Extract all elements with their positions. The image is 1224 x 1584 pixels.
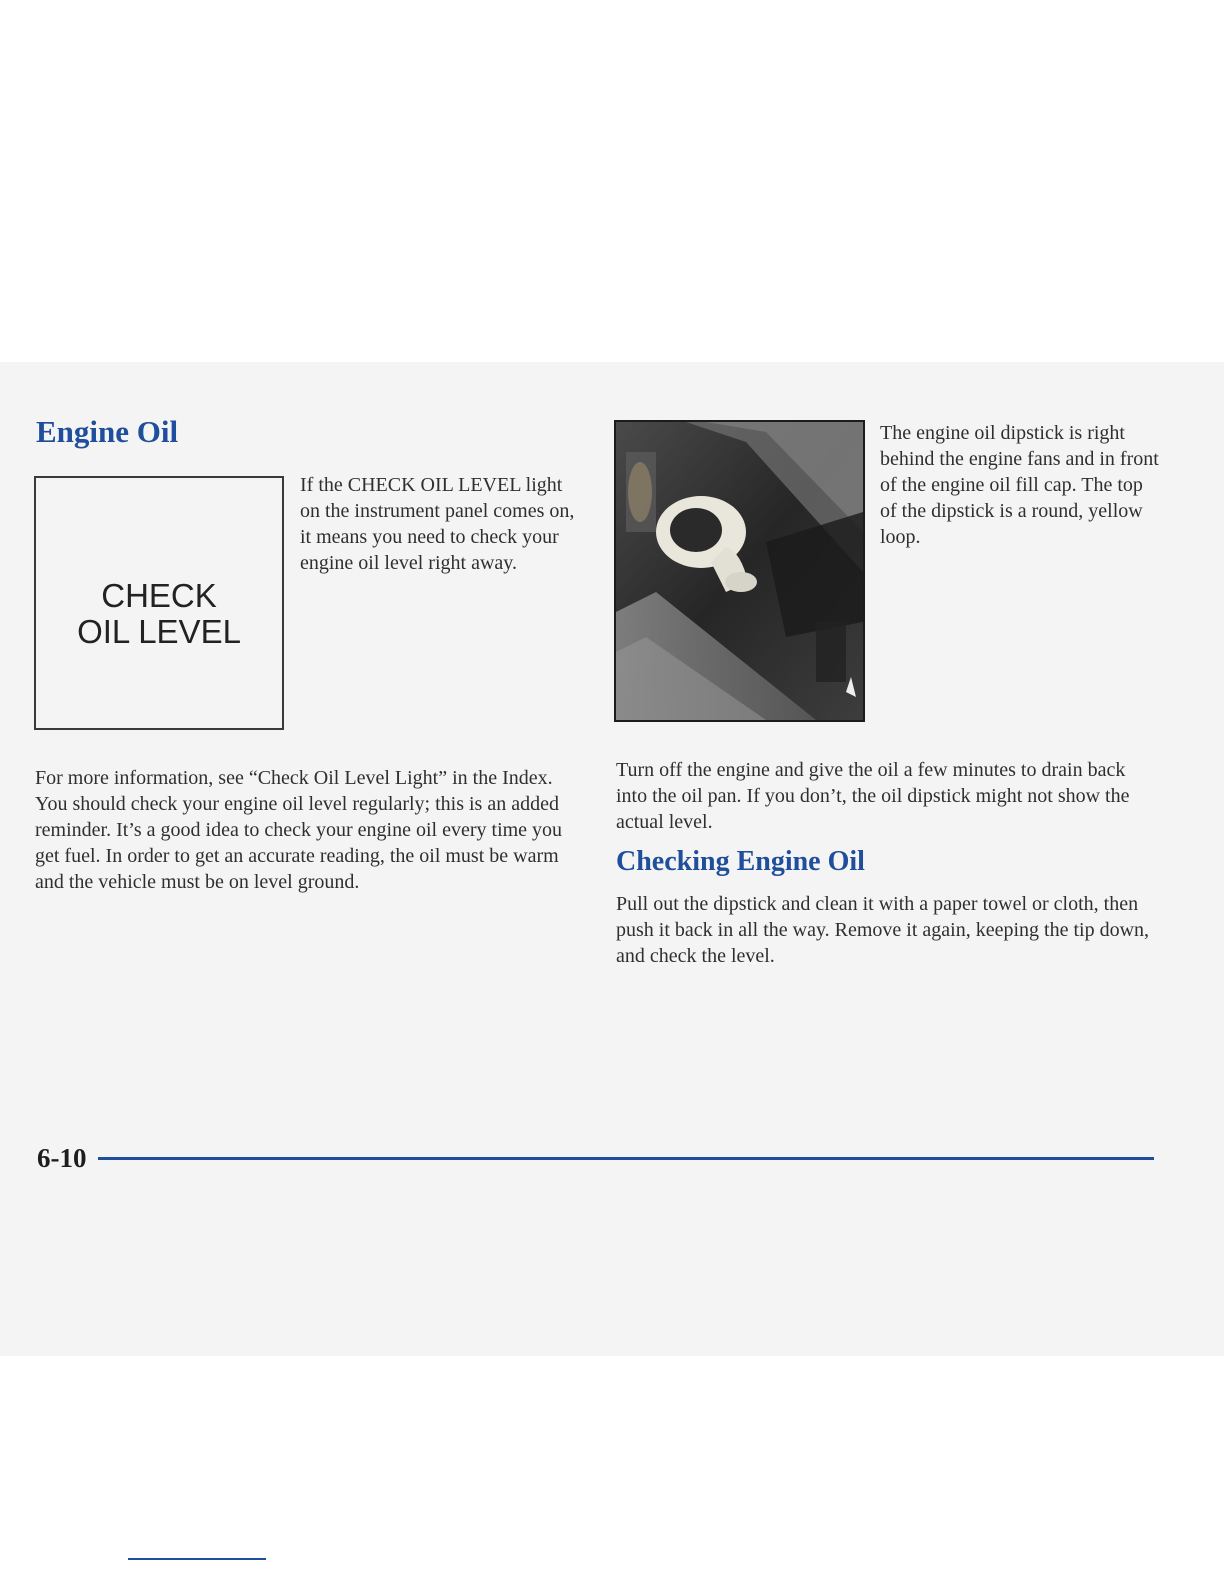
turn-off-engine-paragraph: Turn off the engine and give the oil a few minutes to drain back into the oil pan. If you don’t, the oil dipstick might not show the actual level. [616,759,1130,833]
page-number: 6-10 [37,1143,87,1173]
dipstick-photo-illustration [616,422,863,720]
checking-instructions-paragraph: Pull out the dipstick and clean it with a paper towel or cloth, then push it back in all the way. Remove it again, keeping the tip down, and check the level. [616,893,1150,967]
indicator-label-line-1: CHECK [101,577,217,614]
dipstick-photo [614,420,865,722]
check-oil-level-indicator [34,476,284,730]
more-info-paragraph: For more information, see “Check Oil Level Light” in the Index. You should check your engine oil level regularly; this is an added reminder. It’s a good idea to check your engine oil every time you get fuel. In order to get an accurate reading, the oil must be warm and the vehicle must be on level ground. [35,767,563,893]
footer-rule [98,1157,1154,1160]
dipstick-location-paragraph: The engine oil dipstick is right behind the engine fans and in front of the engine oil fill cap. The top of the dipstick is a round, yellow loop. [880,422,1159,548]
section-heading-engine-oil: Engine Oil [36,414,179,449]
intro-paragraph: If the CHECK OIL LEVEL light on the instrument panel comes on, it means you need to check your engine oil level right away. [300,474,575,574]
indicator-label [77,578,241,650]
bottom-mark [128,1558,266,1560]
subsection-heading-checking-engine-oil: Checking Engine Oil [616,846,865,877]
indicator-label-line-2: OIL LEVEL [77,613,241,650]
